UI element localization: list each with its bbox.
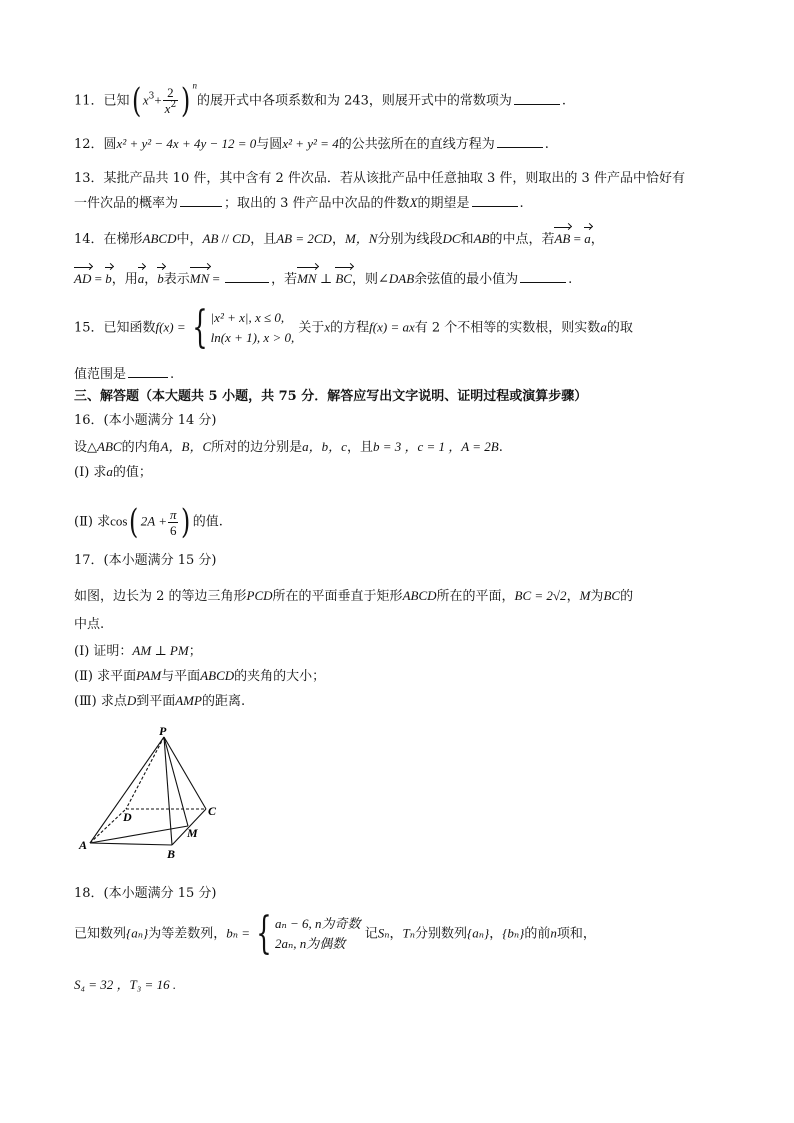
q13-line2c: 的期望是: [417, 196, 470, 211]
q12-mid: 与圆: [256, 137, 283, 152]
q17-pcd: PCD: [246, 588, 273, 603]
vector-b: b: [105, 271, 112, 286]
q16-stem-a: 设△: [74, 440, 97, 455]
question-16-part1: [74, 463, 152, 482]
q16-pi: π: [169, 506, 177, 522]
q11-numerator: 2: [163, 85, 179, 101]
vector-mn: MN: [297, 271, 317, 286]
edge-pd-hidden: [126, 737, 164, 809]
question-15-line2: [74, 365, 174, 384]
q16-cos: cos: [110, 513, 128, 529]
q14-p1: 14．在梯形: [74, 232, 143, 247]
question-17-stem2: [74, 616, 104, 634]
question-11: [74, 80, 567, 121]
q18-sn: Sₙ: [377, 925, 390, 941]
q18-an2: {aₙ}: [467, 925, 490, 941]
question-17-part1: [74, 642, 202, 661]
q16-part1b: 的值；: [112, 465, 152, 480]
q18-bn2: {bₙ}: [502, 925, 525, 941]
q14-eq: AB = 2CD: [276, 231, 332, 246]
q11-den-exp: 2: [170, 100, 177, 110]
label-m: M: [187, 826, 198, 840]
q18-stem-g: 项和，: [556, 926, 596, 942]
q17-part1expr: AM ⊥ PM: [132, 643, 189, 658]
q17-part2b: 与平面: [161, 669, 201, 684]
q14-p2: 中，: [176, 232, 203, 247]
q17-m: M: [579, 588, 591, 603]
q17-stem2: 中点.: [74, 617, 105, 632]
q18-header: 18．(本小题满分 15 分): [74, 886, 217, 901]
q14-comma: ，: [144, 272, 158, 287]
left-brace: {: [256, 908, 272, 959]
q12-circle1: x² + y² − 4x + 4y − 12 = 0: [116, 136, 257, 151]
q12-prefix: 12．圆: [74, 137, 117, 152]
answer-blank[interactable]: [128, 365, 168, 378]
q16-arg: 2A +: [140, 513, 167, 529]
q15-text1: 关于: [298, 320, 325, 336]
q15-x: x: [324, 319, 331, 335]
q15-end: .: [170, 367, 175, 382]
q17-part1b: ；: [188, 644, 202, 659]
question-18-stem: [74, 908, 596, 959]
q11-fraction: [163, 85, 179, 117]
q13-var: X: [409, 195, 418, 210]
q16-six: 6: [169, 522, 177, 538]
q17-part3a: (Ⅲ) 求点: [74, 694, 127, 709]
q12-text: 的公共弦所在的直线方程为: [338, 137, 495, 152]
q14-p5: 分别为线段: [377, 232, 443, 247]
q16-angles: A，B，C: [160, 439, 212, 454]
q16-stem-d: ，且: [346, 440, 373, 455]
q17-bc: BC = 2√2: [514, 588, 567, 603]
question-18-header: [74, 885, 217, 903]
label-d: D: [123, 810, 132, 824]
answer-blank[interactable]: [472, 194, 518, 207]
q14-dc: DC: [442, 231, 461, 246]
left-paren: (: [131, 81, 141, 121]
pi-over-six: [168, 507, 179, 538]
question-14-line1: [74, 230, 604, 249]
edge-pc: [164, 737, 206, 809]
q14-p13: 余弦值的最小值为: [414, 272, 519, 287]
answer-blank[interactable]: [497, 135, 543, 148]
q13-line2a: 一件次品的概率为: [74, 196, 179, 211]
vector-ad: AD: [74, 271, 92, 286]
q17-abcd: ABCD: [402, 588, 437, 603]
answer-blank[interactable]: [180, 194, 222, 207]
q16-sides: a，b，c: [302, 439, 347, 454]
q18-case2: 2aₙ, n为偶数: [275, 936, 346, 951]
q18-stem-b: 为等差数列，: [148, 926, 227, 942]
vector-mn: MN: [189, 271, 210, 286]
question-17-part2: [74, 667, 325, 686]
vector-b: b: [157, 271, 164, 286]
q11-base: x: [142, 92, 149, 108]
q17-stem1d: ，: [566, 589, 580, 604]
section-heading: [74, 388, 587, 406]
question-18-condition: [74, 976, 176, 995]
answer-blank[interactable]: [514, 92, 560, 105]
q15-fx: f(x) =: [155, 319, 186, 335]
question-17-stem1: [74, 587, 633, 606]
q14-p3: ，且: [250, 232, 277, 247]
left-paren: (: [129, 502, 139, 542]
left-brace: {: [191, 302, 208, 353]
question-15-line1: [74, 302, 633, 353]
q14-p12: ，则∠: [351, 272, 389, 287]
q15-case2: ln(x + 1), x > 0,: [210, 330, 295, 345]
q14-dab: DAB: [388, 271, 415, 286]
q14-eqb: =: [91, 271, 106, 286]
q14-end: .: [568, 272, 573, 287]
question-16-stem: [74, 438, 503, 457]
q14-p8: ，: [590, 232, 604, 247]
q14-eqa: =: [570, 231, 585, 246]
q13-line2b: ；取出的 3 件产品中次品的件数: [224, 196, 410, 211]
q14-p6: 和: [460, 232, 474, 247]
q18-stem-d: 分别数列: [415, 926, 468, 942]
q11-prefix: 11．已知: [74, 93, 130, 109]
q17-part2c: 的夹角的大小；: [234, 669, 326, 684]
q14-p11: ，若: [271, 272, 298, 287]
q11-den-base: x: [164, 101, 171, 116]
q17-stem1e: 为: [590, 589, 604, 604]
question-13-line2: [74, 194, 524, 213]
q12-circle2: x² + y² = 4: [282, 136, 339, 151]
right-paren: ): [181, 502, 191, 542]
section3-title: 三、解答题（本大题共 5 小题，共 75 分．解答应写出文字说明、证明过程或演算步骤）: [74, 389, 588, 404]
q18-an: {aₙ}: [126, 925, 149, 941]
perpendicular-symbol: ⊥: [316, 271, 336, 286]
q14-abcd: ABCD: [142, 231, 177, 246]
q15-text3: 有 2 个不相等的实数根，则实数: [414, 320, 601, 336]
question-14-line2: [74, 270, 572, 289]
q17-abcd2: ABCD: [200, 668, 235, 683]
q17-stem1a: 如图，边长为 2 的等边三角形: [74, 589, 247, 604]
q16-cond: b = 3 ，c = 1 ，A = 2B: [372, 439, 499, 454]
q14-ab2: AB: [473, 231, 490, 246]
q14-ab: AB: [202, 231, 219, 246]
question-17-part3: [74, 692, 245, 711]
vector-ab: AB: [554, 231, 571, 246]
q17-pam: PAM: [136, 668, 162, 683]
q17-amp: AMP: [175, 693, 202, 708]
right-paren: ): [181, 81, 191, 121]
piecewise-cases: [211, 308, 295, 348]
label-c: C: [208, 804, 217, 818]
q17-stem1c: 所在的平面，: [436, 589, 515, 604]
q18-stem-f: 的前: [524, 926, 551, 942]
vector-bc: BC: [335, 271, 352, 286]
question-12: [74, 135, 549, 154]
q15-a: a: [600, 319, 607, 335]
edge-ab: [90, 843, 172, 845]
q14-p4: ，: [331, 232, 345, 247]
q15-text2: 的方程: [330, 320, 370, 336]
q17-header: 17．(本小题满分 15 分): [74, 553, 217, 568]
question-13-line1: [74, 170, 685, 188]
q18-comma: ，: [389, 926, 403, 942]
q18-stem-e: ，: [489, 926, 503, 942]
q15-prefix: 15．已知函数: [74, 320, 156, 336]
q17-bc2: BC: [603, 588, 621, 603]
q13-end: .: [519, 196, 524, 211]
q14-parallel: //: [218, 231, 233, 246]
q16-abc: ABC: [97, 439, 122, 454]
q11-outer-exp: n: [192, 80, 197, 91]
q18-tn: Tₙ: [402, 925, 415, 941]
label-p: P: [159, 725, 167, 738]
q17-d: D: [126, 693, 137, 708]
q16-header: 16．(本小题满分 14 分): [74, 413, 217, 428]
q14-p10: 表示: [163, 272, 190, 287]
vector-a: a: [137, 271, 145, 286]
q14-eq2: =: [209, 271, 224, 286]
q18-stem-c: 记: [364, 926, 378, 942]
q17-part2a: (Ⅱ) 求平面: [74, 669, 137, 684]
q11-plus: +: [154, 92, 162, 108]
q18-n: n: [550, 925, 557, 941]
edge-pa: [90, 737, 164, 843]
label-b: B: [167, 847, 176, 861]
question-16-part2: [74, 502, 223, 542]
answer-blank[interactable]: [520, 270, 566, 283]
pyramid-figure: [70, 725, 230, 865]
q14-mn: M，N: [344, 231, 378, 246]
q16-part2b: 的值.: [192, 514, 223, 530]
q17-stem1b: 所在的平面垂直于矩形: [272, 589, 403, 604]
q15-line2: 值范围是: [74, 367, 127, 382]
q17-part1a: (Ⅰ) 证明：: [74, 644, 133, 659]
q14-p7: 的中点，若: [489, 232, 555, 247]
q18-cond: S₄ = 32 ，T₃ = 16 .: [74, 977, 177, 992]
q15-eq: f(x) = ax: [369, 319, 415, 335]
label-a: A: [79, 838, 88, 852]
q15-text4: 的取: [606, 320, 633, 336]
q16-stem-e: .: [498, 440, 503, 455]
answer-blank[interactable]: [225, 270, 269, 283]
q17-part3c: 的距离.: [201, 694, 246, 709]
q16-stem-b: 的内角: [121, 440, 161, 455]
q11-end: .: [561, 93, 567, 109]
q16-stem-c: 所对的边分别是: [211, 440, 303, 455]
q17-part3b: 到平面: [136, 694, 176, 709]
q16-part2a: (Ⅱ) 求: [74, 514, 111, 530]
q16-part1var: a: [106, 464, 113, 479]
question-17-header: [74, 552, 217, 570]
q14-p9: ，用: [111, 272, 138, 287]
piecewise-cases: [275, 914, 361, 954]
q11-exp: 3: [148, 91, 155, 102]
q14-cd: CD: [232, 231, 251, 246]
q13-line1: 13．某批产品共 10 件，其中含有 2 件次品．若从该批产品中任意抽取 3 件，则取出的 3 件产品中恰好有: [74, 171, 685, 186]
q18-bn: bₙ =: [226, 925, 250, 941]
q15-case1: |x² + x|, x ≤ 0,: [210, 310, 285, 325]
q18-stem-a: 已知数列: [74, 926, 127, 942]
vector-a: a: [584, 231, 591, 246]
question-16-header: [74, 412, 217, 430]
q11-text: 的展开式中各项系数和为 243，则展开式中的常数项为: [196, 93, 512, 109]
q17-stem1f: 的: [620, 589, 634, 604]
q16-part1a: (Ⅰ) 求: [74, 465, 107, 480]
q18-case1: aₙ − 6, n为奇数: [275, 916, 361, 931]
q12-end: .: [544, 137, 549, 152]
